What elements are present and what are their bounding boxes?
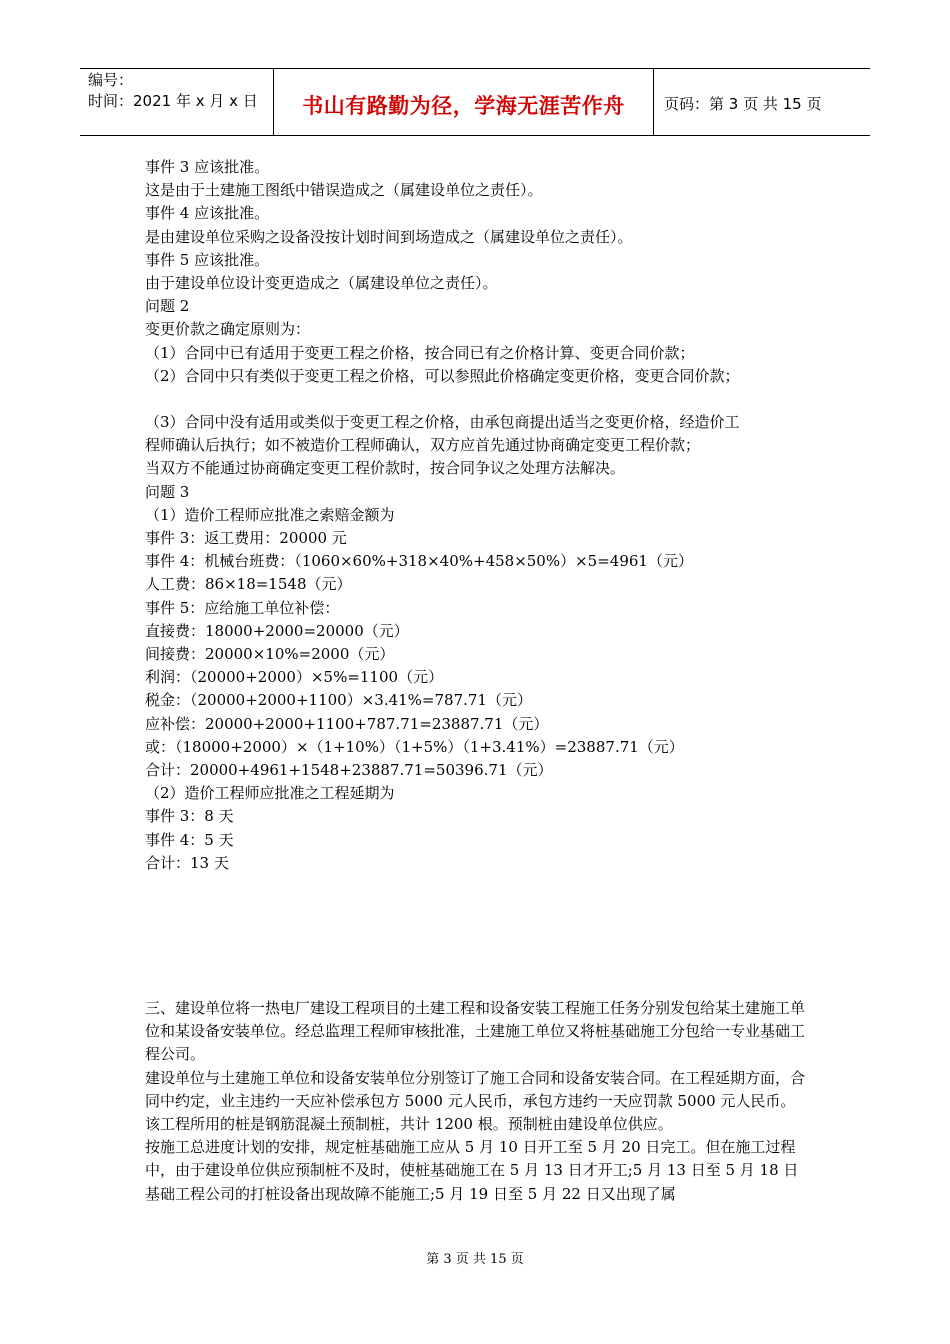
body-line: 事件 3 应该批准。 — [145, 158, 270, 176]
body-line: 人工费：86×18=1548（元） — [145, 575, 352, 594]
code-label: 编号： — [88, 71, 134, 89]
section-paragraph: 三、建设单位将一热电厂建设工程项目的土建工程和设备安装工程施工任务分别发包给某土建施工单位和某设备安装单位。经总监理工程师审核批准，土建施工单位又将桩基础施工分包给一专业基础工程公司。 — [145, 999, 806, 1064]
question-three-section — [145, 997, 810, 1206]
body-line: 税金：（20000+2000+1100）×3.41%=787.71（元） — [145, 691, 532, 710]
section-paragraph: 该工程所用的桩是钢筋混凝土预制桩，共计 1200 根。预制桩由建设单位供应。 — [145, 1115, 673, 1134]
section-paragraph: 建设单位与土建施工单位和设备安装单位分别签订了施工合同和设备安装合同。在工程延期方面，合同中约定，业主违约一天应补偿承包方 5000 元人民币，承包方违约一天应罚款 5000 元人民币。 — [145, 1068, 806, 1110]
body-line: 变更价款之确定原则为： — [145, 320, 311, 339]
body-line: 间接费：20000×10%=2000（元） — [145, 645, 395, 664]
body-line: （1）造价工程师应批准之索赔金额为 — [145, 505, 395, 524]
body-line: 事件 3：返工费用：20000 元 — [145, 529, 347, 548]
body-line: 应补偿：20000+2000+1100+787.71=23887.71（元） — [145, 714, 549, 733]
body-line: 当双方不能通过协商确定变更工程价款时，按合同争议之处理方法解决。 — [145, 459, 626, 478]
header-top-rule — [80, 68, 870, 69]
body-line: 事件 4：5 天 — [145, 830, 234, 849]
date-label: 时间：2021 年 x 月 x 日 — [88, 92, 258, 110]
body-line: 事件 3：8 天 — [145, 807, 234, 826]
body-line: 事件 5 应该批准。 — [145, 250, 270, 269]
header-bottom-rule — [80, 135, 870, 136]
body-line: 或：（18000+2000）×（1+10%）（1+5%）（1+3.41%）=23887.71（元） — [145, 737, 684, 756]
body-line: （2）合同中只有类似于变更工程之价格，可以参照此价格确定变更价格，变更合同价款； — [145, 366, 740, 385]
body-line: 事件 5：应给施工单位补偿： — [145, 598, 340, 617]
body-line: 合计：13 天 — [145, 853, 229, 872]
header-left-cell — [88, 70, 258, 112]
body-line: 是由建设单位采购之设备没按计划时间到场造成之（属建设单位之责任）。 — [145, 227, 633, 246]
body-line: 由于建设单位设计变更造成之（属建设单位之责任）。 — [145, 274, 498, 293]
body-line: 问题 3 — [145, 482, 190, 501]
answer-body — [145, 156, 815, 875]
body-line: 程师确认后执行；如不被造价工程师确认，双方应首先通过协商确定变更工程价款； — [145, 436, 701, 455]
section-paragraph: 按施工总进度计划的安排，规定桩基础施工应从 5 月 10 日开工至 5 月 20 日完工。但在施工过程中，由于建设单位供应预制桩不及时，使桩基础施工在 5 月 13 日才开工;5 月 13 日至 5 月 18 日基础工程公司的打桩设备出现故障不能施工;5 月 19 日至 5 月 22 日又出现了属 — [145, 1138, 799, 1203]
body-line: （1）合同中已有适用于变更工程之价格，按合同已有之价格计算、变更合同价款； — [145, 343, 695, 362]
body-line: 事件 4 应该批准。 — [145, 204, 270, 223]
body-line: 直接费：18000+2000=20000（元） — [145, 621, 409, 640]
header-page-label: 页码：第 3 页 共 15 页 — [664, 95, 822, 113]
body-line: （3）合同中没有适用或类似于变更工程之价格，由承包商提出适当之变更价格，经造价工 — [145, 413, 740, 432]
body-line: 问题 2 — [145, 297, 190, 316]
body-line: 合计：20000+4961+1548+23887.71=50396.71（元） — [145, 761, 553, 780]
body-line: 利润：（20000+2000）×5%=1100（元） — [145, 668, 444, 687]
body-line: （2）造价工程师应批准之工程延期为 — [145, 784, 395, 803]
body-line: 事件 4：机械台班费：（1060×60%+318×40%+458×50%）×5=4961（元） — [145, 552, 693, 571]
body-line: 这是由于土建施工图纸中错误造成之（属建设单位之责任）。 — [145, 181, 543, 200]
page-footer: 第 3 页 共 15 页 — [426, 1252, 524, 1267]
header-motto: 书山有路勤为径，学海无涯苦作舟 — [302, 94, 625, 118]
header-divider-right — [653, 68, 654, 135]
